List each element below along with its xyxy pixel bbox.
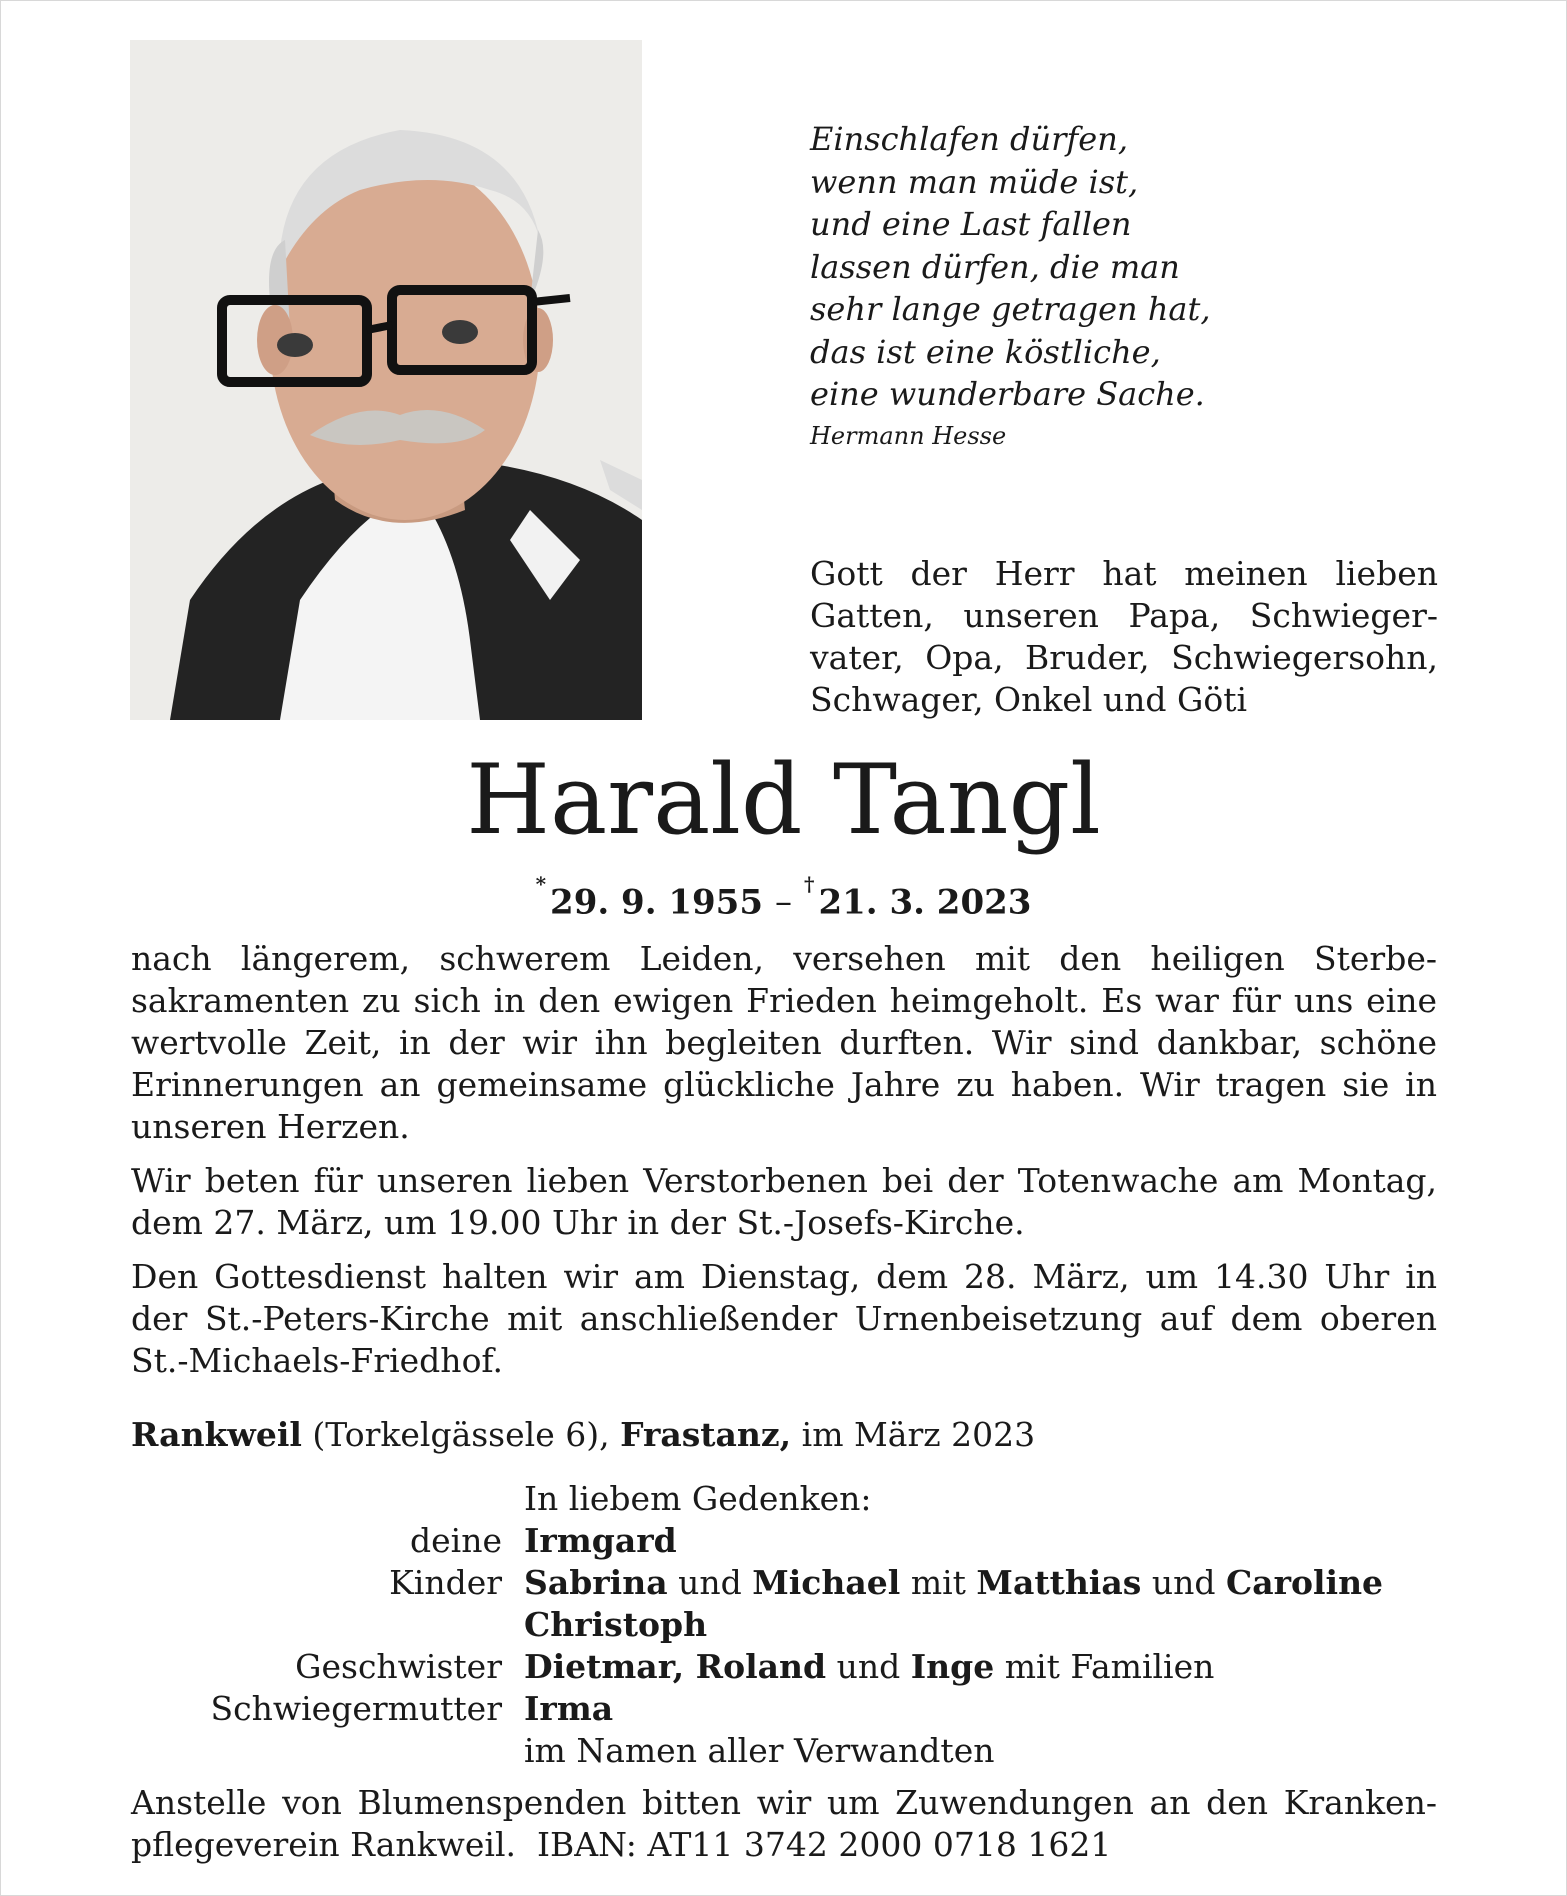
place-date: im März 2023 bbox=[801, 1415, 1036, 1454]
mourner-row-siblings bbox=[131, 1646, 1437, 1688]
body-line: dem 27. März, um 19.00 Uhr in der St.-Josefs-Kirche. bbox=[131, 1203, 1025, 1242]
mourner-connector: und bbox=[1151, 1563, 1216, 1602]
place-city-frastanz: Frastanz, bbox=[620, 1415, 792, 1454]
footer-line: Anstelle von Blumenspenden bitten wir um Zuwendungen an den Kranken- bbox=[131, 1783, 1437, 1822]
body-paragraph-service bbox=[131, 1256, 1437, 1382]
mourner-name: Christoph bbox=[524, 1605, 708, 1644]
mourner-row-wife bbox=[131, 1520, 1437, 1562]
quote-line: wenn man müde ist, bbox=[810, 162, 1139, 201]
hesse-quote bbox=[810, 118, 1450, 450]
mourner-name: Sabrina bbox=[524, 1563, 668, 1602]
deceased-name: Harald Tangl bbox=[466, 744, 1101, 856]
quote-line: das ist eine köstliche, bbox=[810, 332, 1161, 371]
death-date: 21. 3. 2023 bbox=[818, 882, 1032, 923]
body-line: unseren Herzen. bbox=[131, 1107, 410, 1146]
date-separator: – bbox=[775, 882, 792, 923]
body-line: Den Gottesdienst halten wir am Dienstag, dem 28. März, um 14.30 Uhr in bbox=[131, 1257, 1437, 1296]
mourner-connector: und bbox=[836, 1647, 901, 1686]
mourner-name: Dietmar, Roland bbox=[524, 1647, 827, 1686]
body-line: wertvolle Zeit, in der wir ihn begleiten durften. Wir sind dankbar, schöne bbox=[131, 1023, 1437, 1062]
place-city-rankweil: Rankweil bbox=[131, 1415, 302, 1454]
announcement-body bbox=[131, 938, 1437, 1394]
intro-line: Gatten, unseren Papa, Schwieger- bbox=[810, 596, 1438, 635]
mourner-name: Inge bbox=[910, 1647, 995, 1686]
quote-line: Einschlafen dürfen, bbox=[810, 120, 1128, 158]
mourner-connector: mit bbox=[910, 1563, 966, 1602]
body-paragraph-passing bbox=[131, 938, 1437, 1148]
mourner-name: Matthias bbox=[976, 1563, 1142, 1602]
mourners-heading: In liebem Gedenken: bbox=[524, 1479, 872, 1518]
intro-line: vater, Opa, Bruder, Schwiegersohn, bbox=[810, 638, 1438, 677]
mourner-role: deine bbox=[410, 1521, 502, 1560]
quote-line: sehr lange getragen hat, bbox=[810, 290, 1211, 328]
mourners-list bbox=[131, 1478, 1437, 1772]
body-line: der St.-Peters-Kirche mit anschließender Urnenbeisetzung auf dem oberen bbox=[131, 1299, 1437, 1338]
mourner-role: Geschwister bbox=[295, 1647, 502, 1686]
mourner-row-children bbox=[131, 1562, 1437, 1604]
mourner-row-relatives bbox=[131, 1730, 1437, 1772]
intro-line: Gott der Herr hat meinen lieben bbox=[810, 554, 1438, 593]
mourner-role: Schwiegermutter bbox=[210, 1689, 502, 1728]
mourner-name: Michael bbox=[752, 1563, 901, 1602]
mourner-name: Irmgard bbox=[524, 1521, 677, 1560]
mourner-row-mother-in-law bbox=[131, 1688, 1437, 1730]
place-and-date bbox=[131, 1414, 1035, 1456]
body-line: St.-Michaels-Friedhof. bbox=[131, 1341, 503, 1380]
place-address: (Torkelgässele 6), bbox=[312, 1415, 610, 1454]
death-symbol: † bbox=[804, 872, 815, 896]
intro-line: Schwager, Onkel und Göti bbox=[810, 680, 1248, 719]
body-paragraph-wake bbox=[131, 1160, 1437, 1244]
body-line: nach längerem, schwerem Leiden, versehen mit den heiligen Sterbe- bbox=[131, 939, 1437, 978]
body-line: sakramenten zu sich in den ewigen Frieden heimgeholt. Es war für uns eine bbox=[131, 981, 1437, 1020]
mourner-connector: und bbox=[678, 1563, 742, 1602]
portrait-photo bbox=[130, 40, 642, 720]
quote-line: und eine Last fallen bbox=[810, 205, 1132, 243]
mourner-role: Kinder bbox=[389, 1563, 502, 1602]
quote-author: Hermann Hesse bbox=[810, 421, 1007, 450]
announcement-intro bbox=[810, 553, 1438, 721]
donation-note bbox=[131, 1782, 1437, 1866]
mourner-row-grandchild bbox=[131, 1604, 1437, 1646]
birth-symbol: * bbox=[535, 872, 547, 896]
body-line: Erinnerungen an gemeinsame glückliche Jahre zu haben. Wir tragen sie in bbox=[131, 1065, 1437, 1104]
quote-line: eine wunderbare Sache. bbox=[810, 375, 1205, 413]
footer-line: pflegeverein Rankweil. IBAN: AT11 3742 2000 0718 1621 bbox=[131, 1825, 1112, 1864]
mourners-relatives: im Namen aller Verwandten bbox=[524, 1731, 995, 1770]
life-dates bbox=[0, 872, 1567, 924]
birth-date: 29. 9. 1955 bbox=[550, 882, 763, 923]
mourner-connector: mit Familien bbox=[1004, 1647, 1215, 1686]
body-line: Wir beten für unseren lieben Verstorbenen bei der Totenwache am Montag, bbox=[131, 1161, 1437, 1200]
mourner-name: Irma bbox=[524, 1689, 614, 1728]
quote-line: lassen dürfen, die man bbox=[810, 247, 1180, 286]
mourner-name: Caroline bbox=[1225, 1563, 1384, 1602]
